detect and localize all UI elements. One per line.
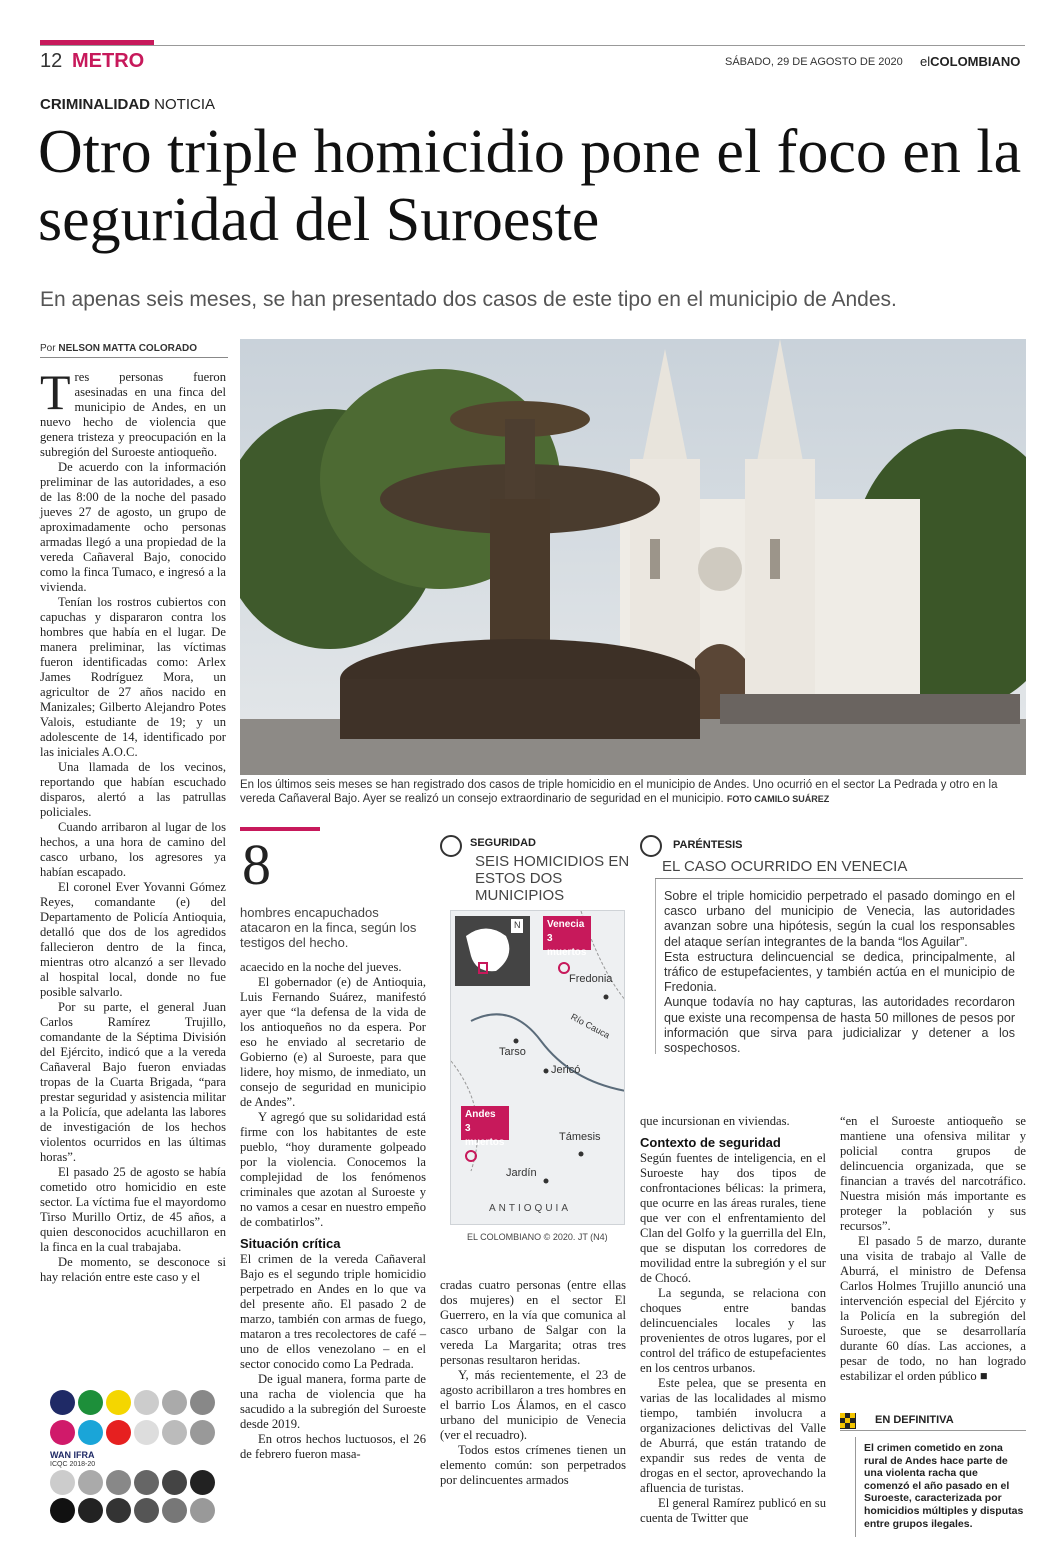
section-name: METRO (72, 50, 145, 72)
paragraph: Por su parte, el general Juan Carlos Ramírez Trujillo, comandante de la Séptima División del Ejército, indicó que a la vereda Cañaveral Bajo fueron enviadas tropas de la Cuarta Brigada, “para prestar seguridad y asistencia militar a la Policía, que adelanta las labores de investigación de los hechos violentos ocurridos en las últimas horas”. (40, 1000, 226, 1164)
paragraph: El crimen de la vereda Cañaveral Bajo es el segundo triple homicidio perpetrado en Andes en lo que va del presente año. El pasado 2 de marzo, también con armas de fuego, mataron a tres recolectores de café – uno de ellos venezolano – en el sector conocido como La Pedrada. (240, 1252, 426, 1371)
paragraph: El general Ramírez publicó en su cuenta de Twitter que (640, 1496, 826, 1525)
parentesis-paragraph: Aunque todavía no hay capturas, las autoridades recordaron que existe una recompensa de hasta 50 millones de pesos por información que sirva para judicializar y detener a los sospechosos. (664, 995, 1015, 1056)
paragraph: De igual manera, forma parte de una racha de violencia que ha sacudido a la subregión del Suroeste desde 2019. (240, 1372, 426, 1431)
paragraph: Todos estos crímenes tienen un elemento común: son perpetrados por delincuentes armados (440, 1443, 626, 1487)
newspaper-brand: elCOLOMBIANO (920, 54, 1021, 69)
paragraph: Según fuentes de inteligencia, en el Suroeste hay dos tipos de confrontaciones bélicas: la primera, que ocurre en las áreas rurales, tiene que ver con el enfrentamiento del Clan del Golfo y la guerrilla del Eln, que se disputan los corredores de movilidad entre la subregión y el sur de Chocó. (640, 1151, 826, 1285)
article-kicker: CRIMINALIDAD NOTICIA (40, 96, 216, 113)
andes-callout: Andes 3 muertos (461, 1106, 509, 1140)
paragraph: que incursionan en viviendas. (640, 1114, 790, 1128)
paragraph: “en el Suroeste antioqueño se mantiene una ofensiva militar y policial contra grupos de delincuencia organizada, que se financian a través del narcotráfico. Nuestra misión más importante es proteger la población y sus recursos”. (840, 1114, 1026, 1233)
ifra-label: WAN IFRA (50, 1450, 95, 1460)
byline-rule (40, 357, 228, 358)
paragraph: De momento, se desconoce si hay relación entre este caso y el (40, 1255, 226, 1284)
big-number-text: hombres encapuchados atacaron en la finca, según los testigos del hecho. (240, 905, 417, 950)
label-tamesis: Támesis (559, 1131, 601, 1143)
paragraph: acaecido en la noche del jueves. (240, 960, 402, 974)
photo-caption: En los últimos seis meses se han registrado dos casos de triple homicidio en el municipio de Andes. Uno ocurrió en el sector La Pedrada y otro en la vereda Cañaveral Bajo. Ayer se realizó un consejo extraordinario de seguridad en el municipio. FOTO CAMILO SUÁREZ (240, 779, 998, 805)
parentesis-paragraph: Sobre el triple homicidio perpetrado el pasado domingo en el casco urbano del municipio de Venecia, las autoridades avanzan sobre una hipótesis, según la cual los responsables del ataque serían integrantes de la banda “los Aguilar”. (664, 889, 1015, 949)
byline: Por NELSON MATTA COLORADO (40, 343, 198, 354)
church-photo (240, 339, 1026, 775)
label-antioquia: ANTIOQUIA (489, 1203, 572, 1214)
paragraph: Y, más recientemente, el 23 de agosto acribillaron a tres hombres en el barrio Los Álamos, en el casco urbano del municipio de Venecia (ver el recuadro). (440, 1368, 626, 1442)
paragraph: El pasado 5 de marzo, durante una visita de trabajo al Valle de Aburrá, el ministro de Defensa Carlos Holmes Trujillo anunció una intervención especial del Ejército y la Policía en la subregión del Suroeste, que se desarrollaría durante 60 días. Las acciones, a pesar de todo, no han logrado estabilizar el orden público ■ (840, 1234, 1026, 1383)
column-1 (40, 364, 226, 1285)
en-definitiva-box: El crimen cometido en zona rural de Andes hace parte de una violenta racha que comenzó el año pasado en el Suroeste, caracterizada por homicidios múltiples y disputas entre grupos ilegales. (855, 1437, 1025, 1537)
big-number: 8 (242, 832, 271, 897)
map-title: SEIS HOMICIDIOS EN ESTOS DOS MUNICIPIOS (475, 853, 630, 904)
lead-paragraph: Tres personas fueron asesinadas en una finca del municipio de Andes, en un nuevo hecho de violencia que genera tristeza y preocupación en la subregión del Suroeste antioqueño. (40, 364, 226, 459)
en-definitiva-rule (840, 1430, 1026, 1431)
header-rule (40, 45, 1025, 46)
parentesis-title: EL CASO OCURRIDO EN VENECIA (662, 858, 908, 875)
parentesis-tag: PARÉNTESIS (673, 839, 743, 851)
ifra-code: ICQC 2018-20 (50, 1461, 96, 1468)
parentesis-paragraph: Esta estructura delincuencial se dedica, principalmente, al tráfico de estupefacientes, y también actúa en el municipio de Fredonia. (664, 949, 1015, 995)
venecia-callout: Venecia 3 muertos (543, 916, 591, 950)
map-credit: EL COLOMBIANO © 2020. JT (N4) (467, 1232, 608, 1242)
edition-date: SÁBADO, 29 DE AGOSTO DE 2020 (725, 56, 903, 68)
paragraph: Una llamada de los vecinos, reportando que habían escuchado disparos, alertó a las patrullas policiales. (40, 760, 226, 819)
paragraph: Este pelea, que se presenta en varias de las localidades al mismo tiempo, también involucra a organizaciones delictivas del Valle de Aburrá, que están tratando de expandir sus redes de venta de drogas en el sector, aprovechando la afluencia de turistas. (640, 1376, 826, 1495)
checker-icon (840, 1413, 856, 1429)
page-number: 12 (40, 50, 63, 72)
print-color-bar (40, 1390, 240, 1525)
column-5 (840, 1114, 1026, 1384)
label-jardin: Jardín (506, 1167, 537, 1179)
paragraph: Tenían los rostros cubiertos con capuchas y dispararon contra los hombres que había en el lugar. De manera preliminar, las víctimas fueron identificadas como: Arlex James Rodríguez Mora, un agricultor de 27 años nacido en Manizales; Gilberto Alejandro Potes Valois, estudiante de 19; y un adolescente de 14, identificado por las iniciales A.O.C. (40, 595, 226, 759)
drop-cap: T (40, 364, 71, 420)
paragraph: Cuando arribaron al lugar de los hechos, a una hora de camino del casco urbano, los agresores ya habían escapado. (40, 820, 226, 879)
paragraph: El gobernador (e) de Antioquia, Luis Fernando Suárez, manifestó ayer que “la defensa de la vida de los antioqueños no da espera. Por eso he enviado al secretario de Gobierno (e) al Suroeste, para que lidere, hoy mismo, de inmediato, un consejo de seguridad en municipio de Andes”. (240, 975, 426, 1109)
headline: Otro triple homicidio pone el foco en la seguridad del Suroeste (38, 118, 1022, 254)
subhead-contexto: Contexto de seguridad (640, 1135, 781, 1150)
label-fredonia: Fredonia (569, 973, 613, 985)
paragraph: La segunda, se relaciona con choques entre bandas delincuenciales locales y las provenientes de otros lugares, por el control del tráfico de estupefacientes en los centros urbanos. (640, 1286, 826, 1375)
map-tag: SEGURIDAD (470, 837, 537, 849)
label-rio-cauca: Río Cauca (569, 1011, 612, 1041)
en-definitiva-tag: EN DEFINITIVA (875, 1414, 954, 1426)
crosshair-icon (440, 835, 462, 857)
north-indicator: N (514, 920, 521, 930)
subhead-situacion: Situación crítica (240, 1236, 341, 1251)
paragraph: De acuerdo con la información preliminar de las autoridades, a eso de las 8:00 de la noche del pasado jueves 27 de agosto, un grupo de aproximadamente ocho personas armadas llegó a una propiedad de la vereda Cañaveral Bajo, conocido como la finca Tumaco, e ingresó a la vivienda. (40, 460, 226, 594)
column-4 (640, 1114, 826, 1526)
column-3 (440, 1278, 626, 1488)
bignum-bar (240, 827, 320, 831)
paragraph: El coronel Ever Yovanni Gómez Reyes, comandante (e) del Departamento de Policía Antioquia, detalló que dos de los agredidos fallecieron dentro de la finca, mientras otro alcanzó a ser llevado al hospital local, donde no fue posible salvarlo. (40, 880, 226, 999)
subheadline: En apenas seis meses, se han presentado dos casos de este tipo en el municipio de Andes. (40, 288, 897, 311)
paragraph: En otros hechos luctuosos, el 26 de febrero fueron masa- (240, 1432, 426, 1461)
parentesis-box (655, 879, 1023, 1054)
pin-icon (640, 835, 662, 857)
paragraph: cradas cuatro personas (entre ellas dos mujeres) en el sector El Guerrero, en la vía que comunica al casco urbano de Salgar con la vereda La Margarita; otras tres personas resultaron heridas. (440, 1278, 626, 1367)
column-2 (240, 960, 426, 1462)
label-jerico: Jericó (551, 1064, 581, 1076)
label-tarso: Tarso (499, 1046, 526, 1058)
paragraph: El pasado 25 de agosto se había cometido otro homicidio en este sector. La víctima fue el mayordomo Tirso Murillo Ortiz, de 45 años, a quien desconocidos acuchillaron en la finca en la cual trabajaba. (40, 1165, 226, 1254)
paragraph: Y agregó que su solidaridad está firme con los habitantes de este pueblo, “hoy duramente golpeado por la violencia. Conocemos la complejidad de los fenómenos criminales que azotan al Suroeste y no vamos a cesar en nuestro empeño de combatirlos”. (240, 1110, 426, 1229)
map (450, 910, 625, 1225)
